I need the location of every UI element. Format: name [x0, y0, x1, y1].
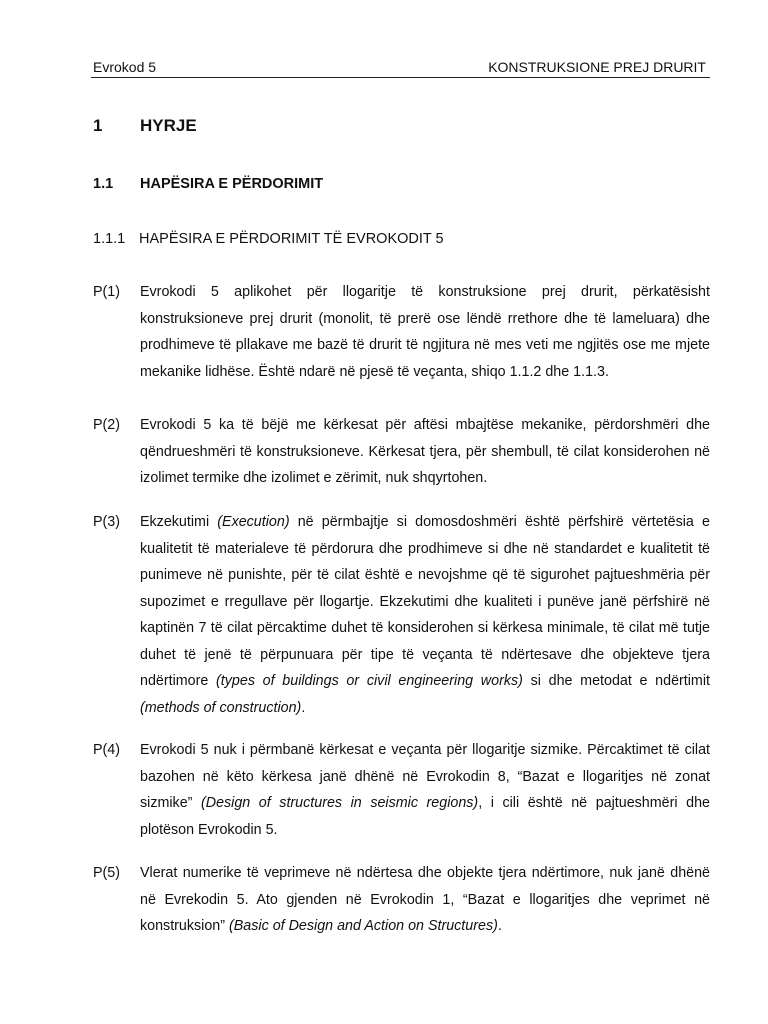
- header-right: KONSTRUKSIONE PREJ DRURIT: [488, 59, 706, 75]
- italic-term: (Design of structures in seismic regions): [200, 795, 479, 811]
- paragraph-p5: [93, 860, 710, 940]
- paragraph-label: P(4): [93, 742, 121, 758]
- header-left: Evrokod 5: [93, 59, 157, 75]
- paragraph-label: P(2): [93, 417, 121, 433]
- paragraph-label: P(1): [93, 284, 121, 300]
- text-run: në përmbajtje si domosdoshmëri është përfshirë vërtetësia e kualitetit të materialeve të përdorura dhe prodhimeve si dhe në standardet e kualitetit të punimeve në punishte, për të cilat është e nevojshme që të sigurohet pajtueshmëria për supozimet e rregullave për llogartje. Ekzekutimi dhe kualiteti i punëve janë përfshirë në kaptinën 7 të cilat përcaktime duhet të konsiderohen si kërkesa minimale, të cilat më tutje duhet të jenë të përpunuara për tipe të veçanta të ndërtesave dhe objekteve tjera ndërtimore: [140, 514, 710, 689]
- paragraph-p3: [93, 509, 710, 721]
- text-run: .: [301, 699, 306, 716]
- text-run: Evrokodi 5 ka të bëjë me kërkesat për aftësi mbajtëse mekanike, përdorshmëri dhe qëndrueshmëri të konstruksioneve. Kërkesat tjera, për shembull, të cilat konsiderohen në izolimet termike dhe izolimet e zërimit, nuk shqyrtohen.: [140, 417, 710, 486]
- text-run: Evrokodi 5 nuk i përmbanë kërkesat e veçanta për llogaritje sizmike. Përcaktimet të cilat bazohen në këto kërkesa janë dhënë në Evrokodin 8, “Bazat e llogaritjes në zonat sizmike”: [140, 742, 710, 811]
- text-run: Vlerat numerike të veprimeve në ndërtesa dhe objekte tjera ndërtimore, nuk janë dhënë në Evrekodin 5. Ato gjenden në Evrokodin 1, “Bazat e llogaritjes dhe veprimet në konstruksion”: [140, 865, 710, 934]
- page-header: [91, 58, 710, 78]
- subsection-title: HAPËSIRA E PËRDORIMIT: [140, 176, 324, 192]
- italic-term: (types of buildings or civil engineering works): [216, 673, 523, 689]
- paragraph-p1: [93, 279, 710, 385]
- italic-term: (Execution): [217, 514, 290, 530]
- paragraph-label: P(3): [93, 514, 121, 530]
- paragraph-body: [140, 279, 710, 385]
- section-title: HYRJE: [140, 116, 197, 135]
- paragraph-p2: [93, 412, 710, 492]
- paragraph-label: P(5): [93, 865, 121, 881]
- subsubsection-title: HAPËSIRA E PËRDORIMIT TË EVROKODIT 5: [139, 231, 444, 247]
- text-run: , i cili është në pajtueshmëri dhe plotëson Evrokodin 5.: [140, 795, 710, 838]
- italic-term: (Basic of Design and Action on Structures): [229, 918, 498, 934]
- paragraph-p4: [93, 737, 710, 843]
- section-number: 1: [93, 116, 103, 135]
- text-run: Ekzekutimi: [140, 514, 218, 530]
- paragraph-body: [140, 509, 710, 721]
- subsubsection-number: 1.1.1: [93, 231, 126, 247]
- text-run: Evrokodi 5 aplikohet për llogaritje të konstruksione prej drurit, përkatësisht konstruksioneve prej drurit (monolit, të prerë ose lëndë rrethore dhe të lameluara) dhe prodhimeve të pllakave me bazë të drurit të ngjitura në mes veti me ngjitës ose me mjete mekanike lidhëse. Është ndarë në pjesë të veçanta, shiqo 1.1.2 dhe 1.1.3.: [140, 284, 710, 380]
- subsection-number: 1.1: [93, 176, 114, 192]
- italic-term: (methods of construction): [140, 699, 302, 716]
- paragraph-body: [140, 860, 710, 940]
- text-run: .: [497, 918, 502, 934]
- paragraph-body: [140, 412, 710, 492]
- paragraph-body: [140, 737, 710, 843]
- text-run: si dhe metodat e ndërtimit: [522, 673, 710, 689]
